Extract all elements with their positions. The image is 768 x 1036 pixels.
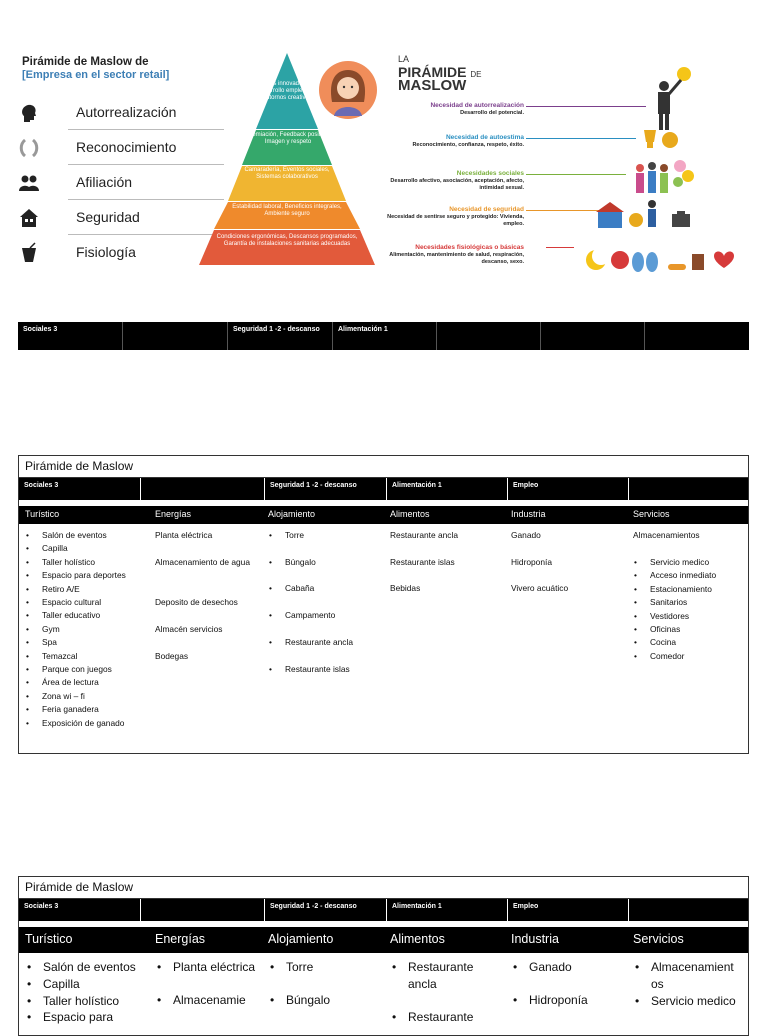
grocery-bag-icon [692, 254, 704, 270]
need-desc: Reconocimiento, confianza, respeto, éxito. [412, 142, 524, 148]
people-icon [18, 172, 40, 194]
need-desc: Desarrollo del potencial. [460, 110, 524, 116]
category-energias: Energías [155, 509, 192, 519]
list-item: • Capilla [25, 976, 143, 993]
level-label: Seguridad [76, 209, 140, 225]
list-item: • Torre [268, 959, 378, 976]
category-turistico: Turístico [25, 932, 73, 946]
column-turistico [19, 953, 149, 1032]
column-alojamiento [262, 524, 384, 735]
title-piramide-word: PIRÁMIDE [398, 64, 467, 80]
header-cell: Sociales 3 [19, 478, 141, 500]
strip-cell [541, 322, 645, 350]
header-cell: Seguridad 1 -2 - descanso [265, 899, 387, 921]
list-item: • Retiro A/E [25, 583, 143, 596]
list-item: • Oficinas [633, 623, 742, 636]
list-item: • Espacio para deportes [25, 569, 143, 582]
category-alimentos: Alimentos [390, 509, 430, 519]
list-item: • Restaurante ancla [268, 636, 378, 663]
pyramid-tier-2-text: Premiación, Feedback positivo, Imagen y respeto [246, 132, 330, 145]
need-sociales [374, 170, 524, 192]
header-cell: Alimentación 1 [387, 478, 508, 500]
header-cell [629, 899, 748, 921]
list-item: • Área de lectura [25, 676, 143, 689]
category-alojamiento: Alojamiento [268, 509, 316, 519]
table-header-row [19, 899, 748, 921]
header-cell: Seguridad 1 -2 - descanso [265, 478, 387, 500]
header-cell: Empleo [508, 478, 629, 500]
title-la: LA [398, 54, 410, 64]
connector-line [546, 247, 574, 248]
strip-cell [123, 322, 228, 350]
list-item: • Cabaña [268, 582, 378, 609]
category-alojamiento: Alojamiento [268, 932, 334, 946]
category-row [19, 927, 748, 953]
list-item: Bebidas [390, 583, 421, 593]
list-item: • Taller educativo [25, 609, 143, 622]
strip-cell [437, 322, 541, 350]
list-item: Planta eléctrica [155, 530, 213, 540]
category-industria: Industria [511, 509, 546, 519]
list-item: • Servicio medico [633, 556, 742, 569]
need-desc: Desarrollo afectivo, asociación, aceptación, afecto, intimidad sexual. [390, 178, 524, 191]
category-energias: Energías [155, 932, 206, 946]
sleep-moon-icon [586, 247, 610, 270]
list-item: • Restaurante islas [268, 663, 378, 690]
list-item: • Planta eléctrica [155, 959, 259, 976]
worker-icon [648, 200, 656, 227]
needs-illustrations [574, 62, 754, 278]
laurel-icon [18, 137, 40, 159]
list-item: Ganado [511, 530, 541, 540]
medal-icon [662, 132, 678, 148]
chat-bubbles-icon [673, 160, 694, 187]
list-item: • Spa [25, 636, 143, 649]
lungs-icon [632, 252, 658, 272]
table-caption: Pirámide de Maslow [19, 877, 748, 899]
businessman-icon [658, 80, 681, 130]
need-autoestima [374, 134, 524, 149]
list-item: Hidroponía [511, 557, 552, 567]
list-item: • Búngalo [268, 992, 378, 1009]
list-item: • Restaurante ancla [390, 959, 494, 993]
list-item: • Torre [268, 529, 378, 556]
maslow-table-large [18, 876, 749, 1036]
category-industria: Industria [511, 932, 559, 946]
table-header-row [19, 478, 748, 500]
list-item: • Estacionamiento [633, 583, 742, 596]
avatar-illustration [318, 60, 378, 120]
list-item: • Espacio cultural [25, 596, 143, 609]
people-social-icon [636, 162, 668, 193]
building-icon [596, 202, 624, 228]
list-item: • Salón de eventos [25, 959, 143, 976]
category-alimentos: Alimentos [390, 932, 445, 946]
pyramid-tier-1-text: Ideas innovadoras, Desarrollo empleados, Entornos creativos [256, 81, 318, 101]
house-icon [18, 207, 40, 229]
strip-cell: Alimentación 1 [333, 322, 437, 350]
column-energias [149, 953, 262, 1032]
list-item: • Feria ganadera [25, 703, 143, 716]
column-alimentos [384, 524, 505, 735]
column-alimentos [384, 953, 505, 1032]
list-item: • Búngalo [268, 556, 378, 582]
maslow-table-small [18, 455, 749, 754]
strip-cell: Seguridad 1 -2 - descanso [228, 322, 333, 350]
category-servicios: Servicios [633, 509, 670, 519]
list-item: • Espacio para [25, 1009, 143, 1026]
list-item: • Restaurante [390, 1009, 499, 1026]
title-de: DE [470, 70, 482, 79]
list-item: • Taller holístico [25, 556, 143, 569]
category-row [19, 506, 748, 524]
trophy-icon [644, 130, 656, 148]
list-item: • Acceso inmediato [633, 569, 742, 582]
list-item: • Sanitarios [633, 596, 742, 609]
header-cell [629, 478, 748, 500]
column-energias [149, 524, 262, 735]
pyramid-tier-5-text: Condiciones ergonómicas, Descansos programados, Garantía de instalaciones sanitarias adecuadas [216, 234, 358, 247]
level-label: Fisiología [76, 244, 136, 260]
list-item: Restaurante ancla [390, 530, 458, 540]
servicios-heading: Almacenamientos [633, 530, 700, 540]
table-body [19, 524, 748, 735]
column-servicios [627, 953, 748, 1032]
lightbulb-icon [677, 67, 691, 81]
need-title: Necesidad de autoestima [445, 134, 524, 141]
need-title: Necesidades fisiológicas o básicas [415, 244, 524, 251]
list-item: • Hidroponía [511, 992, 621, 1009]
need-title: Necesidad de autorrealización [430, 102, 524, 109]
header-cell [141, 899, 265, 921]
list-item: Vivero acuático [511, 583, 569, 593]
list-item: • Gym [25, 623, 143, 636]
need-seguridad [374, 206, 524, 228]
list-item: • Exposición de ganado [25, 717, 143, 730]
category-turistico: Turístico [25, 509, 60, 519]
header-cell: Empleo [508, 899, 629, 921]
list-item: • Parque con juegos [25, 663, 143, 676]
list-item: Bodegas [155, 651, 189, 661]
list-item: • Zona wi – fi [25, 690, 143, 703]
table-caption: Pirámide de Maslow [19, 456, 748, 478]
list-item: Restaurante islas [390, 557, 455, 567]
column-turistico [19, 524, 149, 735]
infographic-title: Pirámide de Maslow de [22, 56, 149, 68]
header-cell [141, 478, 265, 500]
list-item: • Temazcal [25, 650, 143, 663]
table-body [19, 953, 748, 1032]
pyramid-tier-4-text: Estabilidad laboral, Beneficios integrales, Ambiente seguro [232, 204, 342, 217]
strip-cell [645, 322, 749, 350]
title-maslow: MASLOW [398, 77, 467, 94]
header-cell: Alimentación 1 [387, 899, 508, 921]
list-item: • Salón de eventos [25, 529, 143, 542]
level-label: Autorrealización [76, 104, 177, 120]
maslow-pyramid-infographic [387, 48, 754, 278]
column-alojamiento [262, 953, 384, 1032]
column-industria [505, 953, 627, 1032]
category-strip [18, 322, 749, 350]
need-title: Necesidad de seguridad [449, 206, 524, 213]
list-item: • Comedor [633, 650, 742, 663]
list-item: • Capilla [25, 542, 143, 555]
list-item: • Almacenamie [155, 992, 256, 1009]
need-title: Necesidades sociales [456, 170, 524, 177]
list-item: Deposito de desechos [155, 597, 238, 607]
need-autorrealizacion [374, 102, 524, 117]
briefcase-icon [672, 211, 690, 227]
head-icon [18, 102, 40, 124]
list-item: • Vestidores [633, 610, 742, 623]
apple-icon [611, 251, 629, 269]
list-item: Almacén servicios [155, 624, 223, 634]
list-item: • Cocina [633, 636, 742, 649]
list-item: • Ganado [511, 959, 621, 976]
food-icon [668, 264, 686, 270]
money-bag-icon [629, 213, 643, 227]
list-item: Almacenamiento de agua [155, 557, 250, 567]
heart-icon [714, 252, 734, 269]
list-item: • Taller holístico [25, 993, 143, 1010]
need-desc: Alimentación, mantenimiento de salud, respiración, descanso, sexo. [389, 252, 524, 265]
list-item: • Almacenamient os [633, 959, 747, 993]
need-desc: Necesidad de sentirse seguro y protegido: Vivienda, empleo. [387, 214, 524, 227]
column-industria [505, 524, 627, 735]
need-fisiologicas [374, 244, 524, 266]
level-label: Afiliación [76, 174, 133, 190]
infographic-subtitle: [Empresa en el sector retail] [22, 69, 170, 81]
list-item: • Campamento [268, 609, 378, 636]
header-cell: Sociales 3 [19, 899, 141, 921]
list-item: • Servicio medico [633, 993, 747, 1010]
category-servicios: Servicios [633, 932, 684, 946]
strip-cell: Sociales 3 [18, 322, 123, 350]
drink-icon [18, 242, 40, 264]
column-servicios [627, 524, 748, 735]
pyramid-tier-3-text: Camaradería, Eventos sociales, Sistemas colaborativos [244, 167, 330, 180]
level-label: Reconocimiento [76, 139, 177, 155]
